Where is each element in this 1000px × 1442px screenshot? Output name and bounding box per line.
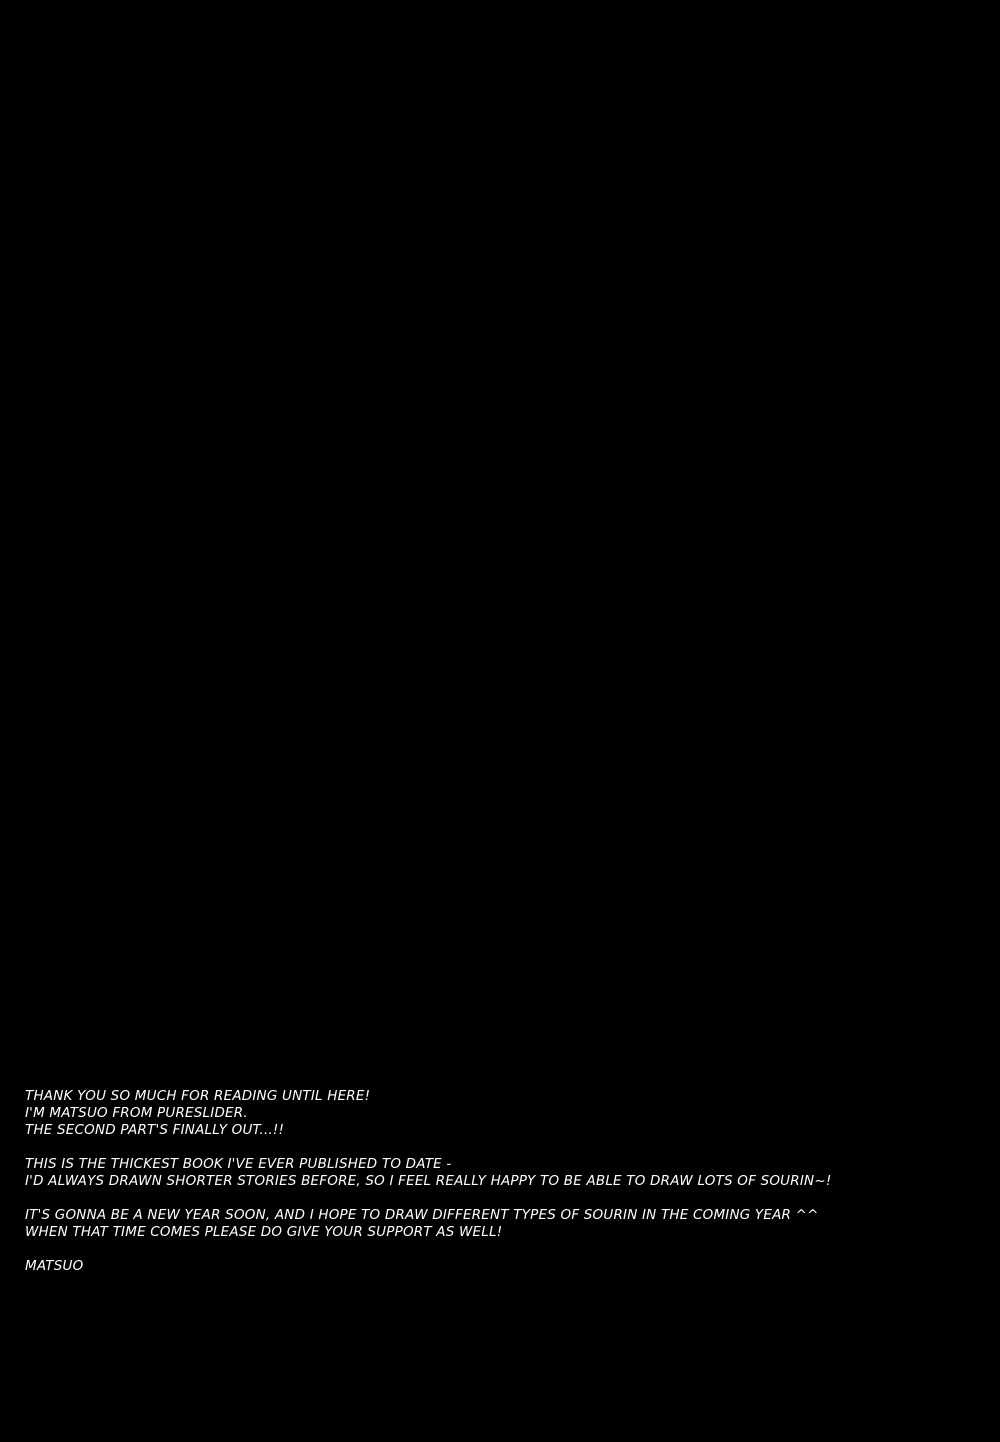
afterword-paragraph-3 [25,1207,990,1241]
afterword-line: I'D ALWAYS DRAWN SHORTER STORIES BEFORE, SO I FEEL REALLY HAPPY TO BE ABLE TO DRAW LOTS OF SOURIN~! [25,1173,832,1189]
afterword-line: I'M MATSUO FROM PURESLIDER. [25,1105,248,1121]
afterword-line: THIS IS THE THICKEST BOOK I'VE EVER PUBLISHED TO DATE - [25,1156,452,1172]
afterword-line: IT'S GONNA BE A NEW YEAR SOON, AND I HOPE TO DRAW DIFFERENT TYPES OF SOURIN IN THE COMING YEAR ^^ [25,1207,819,1223]
afterword-line: WHEN THAT TIME COMES PLEASE DO GIVE YOUR SUPPORT AS WELL! [25,1224,503,1240]
afterword-line: THANK YOU SO MUCH FOR READING UNTIL HERE! [25,1088,371,1104]
afterword-line: THE SECOND PART'S FINALLY OUT...!! [25,1122,285,1138]
author-signature: MATSUO [25,1258,84,1274]
afterword-text-block [25,1088,990,1275]
afterword-paragraph-1 [25,1088,990,1139]
afterword-paragraph-2 [25,1156,990,1190]
